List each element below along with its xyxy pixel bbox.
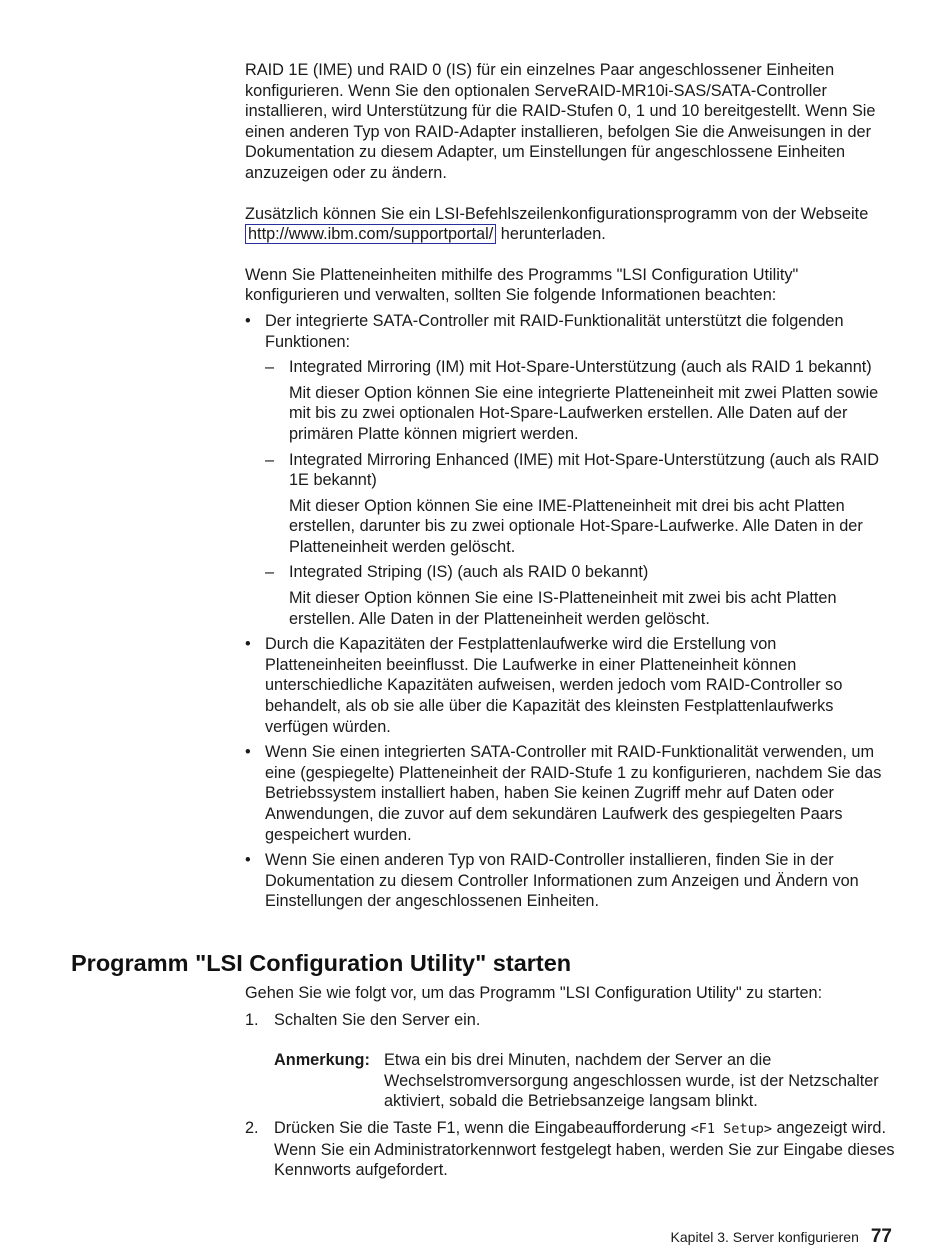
list-item: [245, 742, 895, 845]
feature-title: – Integrated Mirroring Enhanced (IME) mit Hot-Spare-Unterstützung (auch als RAID 1E bekannt): [289, 450, 879, 490]
list-item: [245, 311, 895, 629]
intro-paragraph-1: RAID 1E (IME) und RAID 0 (IS) für ein einzelnes Paar angeschlossener Einheiten konfigurieren. Wenn Sie den optionalen ServeRAID-MR10i-SAS/SATA-Controller installieren, wird Unterstützung für die RAID-Stufen 0, 1 und 10 bereitgestellt. Wenn Sie einen anderen Typ von RAID-Adapter installieren, befolgen Sie die Anweisungen in der Dokumentation zu diesem Adapter, um Einstellungen für angeschlossene Einheiten anzuzeigen oder zu ändern.: [245, 61, 876, 182]
step-number: 2.: [245, 1118, 259, 1137]
list-item: [245, 1118, 895, 1181]
bullet-4-text: Wenn Sie einen anderen Typ von RAID-Controller installieren, finden Sie in der Dokumentation zu diesem Controller Informationen zum Anzeigen und Ändern von Einstellungen der angeschlossenen Einheiten.: [265, 851, 859, 911]
bullet-1-text: Der integrierte SATA-Controller mit RAID-Funktionalität unterstützt die folgenden Funktionen:: [265, 311, 844, 351]
section-body: [245, 983, 895, 1181]
step-2-after: angezeigt wird. Wenn Sie ein Administratorkennwort festgelegt haben, werden Sie zur Eingabe dieses Kennworts aufgefordert.: [274, 1118, 895, 1180]
note-text: Etwa ein bis drei Minuten, nachdem der Server an die Wechselstromversorgung angeschlossen wurde, ist der Netzschalter aktiviert, sobald die Betriebsanzeige langsam blinkt.: [384, 1051, 879, 1111]
page-footer: [671, 1226, 892, 1248]
list-item: [245, 634, 895, 737]
step-number: 1.: [245, 1010, 259, 1029]
bullet-3-text: Wenn Sie einen integrierten SATA-Controller mit RAID-Funktionalität verwenden, um eine (gespiegelte) Platteneinheit der RAID-Stufe 1 zu konfigurieren, nachdem Sie das Betriebssystem installiert haben, haben Sie keinen Zugriff mehr auf Daten oder Anwendungen, die zuvor auf dem sekundären Laufwerk des gespiegelten Paars gespeichert wurden.: [265, 743, 882, 844]
list-item: [245, 850, 895, 912]
step-1-text: Schalten Sie den Server ein.: [274, 1010, 481, 1029]
list-item: [265, 357, 895, 444]
intro-paragraph-3: Wenn Sie Platteneinheiten mithilfe des Programms "LSI Configuration Utility" konfigurieren und verwalten, sollten Sie folgende Informationen beachten:: [245, 265, 799, 305]
section-lead: Gehen Sie wie folgt vor, um das Programm "LSI Configuration Utility" zu starten:: [245, 984, 823, 1002]
page-number: 77: [870, 1226, 892, 1247]
feature-title: – Integrated Striping (IS) (auch als RAID 0 bekannt): [289, 563, 649, 582]
list-item: [265, 562, 895, 629]
note-label: Anmerkung:: [274, 1051, 370, 1070]
list-item: [245, 1010, 895, 1112]
intro-paragraph-2: [245, 204, 895, 245]
bullet-2-text: Durch die Kapazitäten der Festplattenlaufwerke wird die Erstellung von Platteneinheiten beeinflusst. Die Laufwerke in einer Platteneinheit können unterschiedliche Kapazitäten aufweisen, werden jedoch vom RAID-Controller so behandelt, als ob sie alle über die Kapazität des kleinsten Festplattenlaufwerks verfügen würden.: [265, 635, 843, 736]
list-item: [265, 450, 895, 558]
intro-p2-after: herunterladen.: [500, 225, 606, 244]
supportportal-link[interactable]: http://www.ibm.com/supportportal/: [245, 224, 496, 244]
feature-title: – Integrated Mirroring (IM) mit Hot-Spare-Unterstützung (auch als RAID 1 bekannt): [289, 358, 872, 377]
bullet-list: [245, 311, 895, 912]
feature-description: Mit dieser Option können Sie eine IME-Platteneinheit mit drei bis acht Platten erstellen, darunter bis zu zwei optionale Hot-Spare-Laufwerke. Alle Daten in der Platteneinheit werden gelöscht.: [289, 496, 863, 556]
section-heading: Programm "LSI Configuration Utility" starten: [71, 950, 572, 976]
intro-p2-before: Zusätzlich können Sie ein LSI-Befehlszeilenkonfigurationsprogramm von der Webseite: [245, 204, 869, 223]
step-2-before: Drücken Sie die Taste F1, wenn die Eingabeaufforderung: [274, 1118, 687, 1137]
chapter-title: Kapitel 3. Server konfigurieren: [670, 1229, 859, 1245]
f1-setup-prompt: <F1 Setup>: [690, 1120, 772, 1137]
step-list: [245, 1010, 895, 1181]
raid-feature-list: [265, 357, 895, 629]
note-block: [274, 1050, 895, 1112]
feature-description: Mit dieser Option können Sie eine IS-Platteneinheit mit zwei bis acht Platten erstellen. Alle Daten in der Platteneinheit werden gelöscht.: [289, 589, 837, 628]
intro-block: [245, 60, 895, 912]
feature-description: Mit dieser Option können Sie eine integrierte Platteneinheit mit zwei Platten sowie mit bis zu zwei optionalen Hot-Spare-Laufwerken erstellen. Alle Daten auf der primären Platte können migriert werden.: [289, 383, 879, 443]
